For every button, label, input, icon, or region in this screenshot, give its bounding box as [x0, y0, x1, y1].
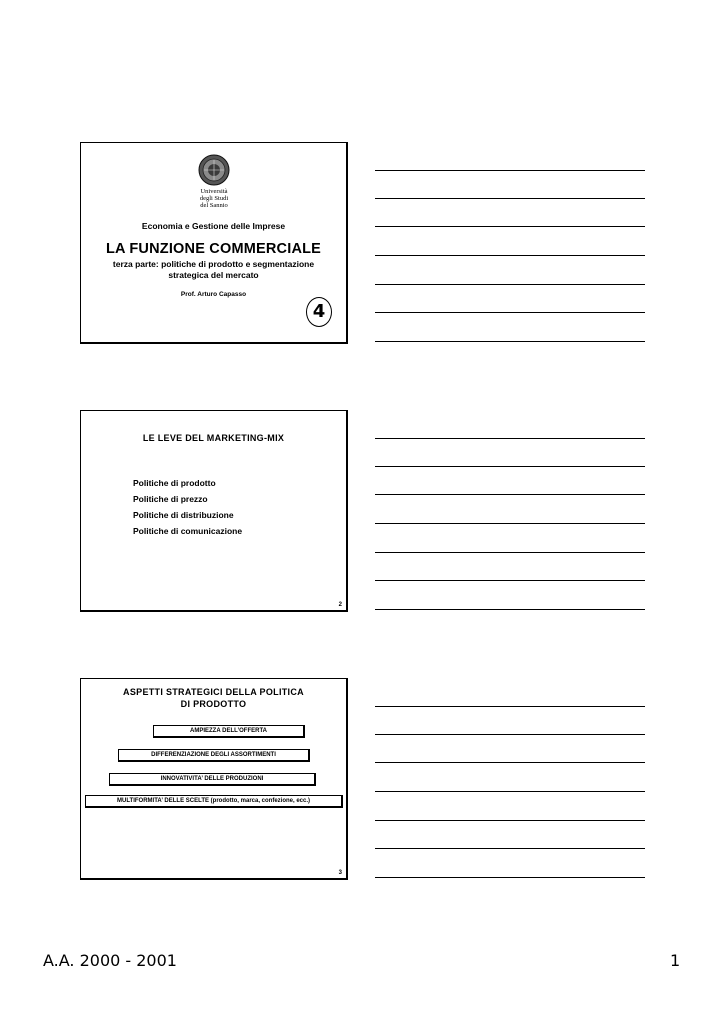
list-item: Politiche di comunicazione	[133, 526, 243, 536]
list-item: Politiche di prodotto	[133, 478, 216, 488]
note-line	[375, 820, 645, 821]
note-line	[375, 341, 645, 342]
slide-1	[80, 142, 348, 344]
aspect-box-breadth: AMPIEZZA DELL’OFFERTA	[153, 725, 305, 738]
note-line	[375, 466, 645, 467]
note-line	[375, 198, 645, 199]
note-line	[375, 877, 645, 878]
university-logo	[194, 153, 234, 213]
page-number: 1	[670, 951, 681, 970]
note-line	[375, 523, 645, 524]
slide-title: LE LEVE DEL MARKETING-MIX	[142, 433, 285, 443]
note-line	[375, 552, 645, 553]
note-line	[375, 226, 645, 227]
course-name: Economia e Gestione delle Imprese	[141, 221, 286, 231]
professor-name: Prof. Arturo Capasso	[180, 291, 247, 298]
aspect-box-innovation: INNOVATIVITA’ DELLE PRODUZIONI	[109, 773, 316, 786]
note-line	[375, 312, 645, 313]
list-item: Politiche di prezzo	[133, 494, 208, 504]
slide-title-line-2: DI PRODOTTO	[180, 699, 247, 709]
slide-page-number: 3	[338, 870, 342, 876]
slide-title-line-1: ASPETTI STRATEGICI DELLA POLITICA	[123, 687, 304, 697]
logo-text-2: degli Studi	[199, 195, 229, 202]
slide-page-number: 2	[338, 602, 342, 608]
subtitle-line-2: strategica del mercato	[168, 270, 259, 280]
note-line	[375, 580, 645, 581]
slide-title: LA FUNZIONE COMMERCIALE	[105, 241, 322, 257]
note-line	[375, 848, 645, 849]
logo-text-1: Università	[200, 188, 228, 195]
note-line	[375, 170, 645, 171]
note-line	[375, 762, 645, 763]
note-line	[375, 255, 645, 256]
lecture-number-badge: 4	[306, 297, 332, 327]
slide-3	[80, 678, 348, 880]
logo-text-3: del Sannio	[200, 202, 228, 209]
note-line	[375, 734, 645, 735]
aspect-box-differentiation: DIFFERENZIAZIONE DEGLI ASSORTIMENTI	[118, 749, 310, 762]
aspect-box-multiformity	[85, 795, 343, 808]
aspect-box-multiformity-label: MULTIFORMITA’ DELLE SCELTE	[116, 798, 209, 804]
academic-year: A.A. 2000 - 2001	[43, 951, 177, 970]
note-line	[375, 494, 645, 495]
note-line	[375, 706, 645, 707]
note-line	[375, 609, 645, 610]
subtitle-line-1: terza parte: politiche di prodotto e segmentazione	[112, 259, 315, 269]
slide-2	[80, 410, 348, 612]
policy-list	[133, 475, 242, 539]
list-item: Politiche di distribuzione	[133, 510, 234, 520]
note-line	[375, 438, 645, 439]
note-line	[375, 284, 645, 285]
note-line	[375, 791, 645, 792]
aspect-box-multiformity-detail: (prodotto, marca, confezione, ecc.)	[210, 798, 311, 804]
